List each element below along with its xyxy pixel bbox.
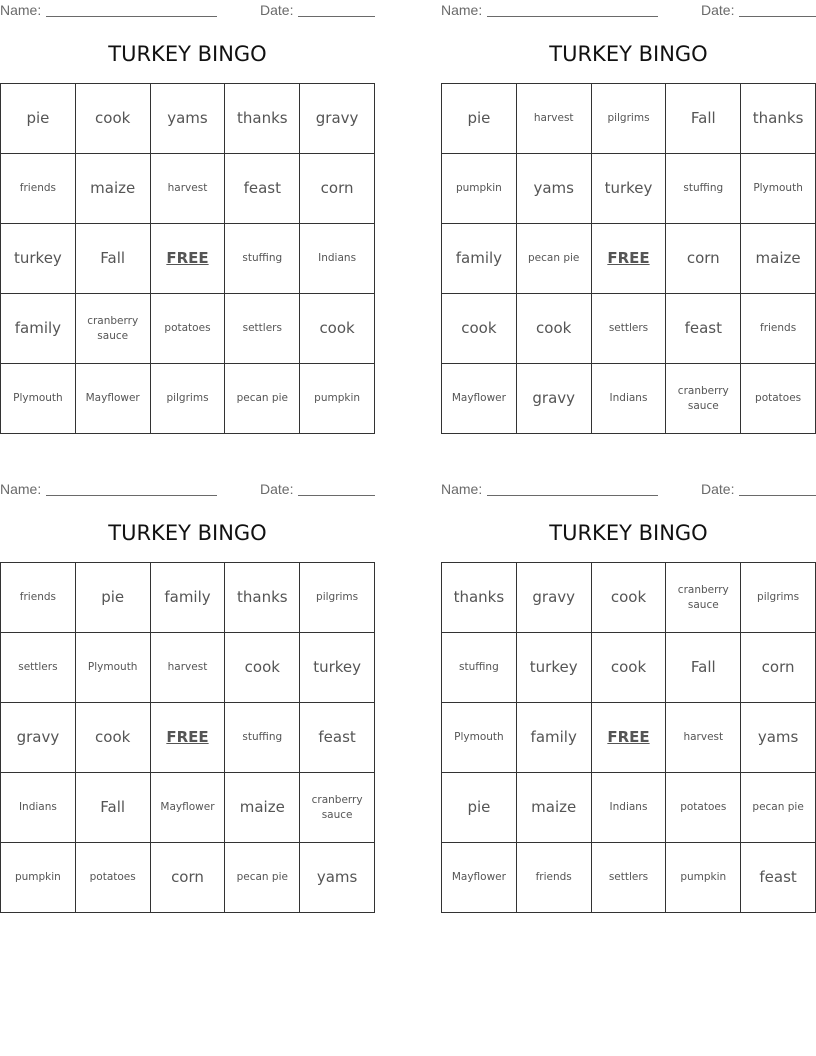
bingo-card — [0, 479, 375, 913]
bingo-card — [0, 0, 375, 434]
bingo-cell: Plymouth — [741, 154, 816, 224]
bingo-cell: thanks — [442, 563, 517, 633]
bingo-cell: Fall — [76, 773, 151, 843]
card-header — [0, 481, 375, 499]
bingo-cell: cranberry sauce — [666, 364, 741, 434]
bingo-cell: pie — [76, 563, 151, 633]
bingo-cell: friends — [1, 563, 76, 633]
bingo-cell: settlers — [592, 843, 667, 913]
bingo-grid — [441, 83, 816, 434]
bingo-cell: pilgrims — [300, 563, 375, 633]
bingo-cell: potatoes — [76, 843, 151, 913]
bingo-cell: Indians — [1, 773, 76, 843]
bingo-cell: harvest — [666, 703, 741, 773]
bingo-cell: pilgrims — [741, 563, 816, 633]
bingo-cell: potatoes — [741, 364, 816, 434]
bingo-cell: turkey — [592, 154, 667, 224]
bingo-cell: friends — [517, 843, 592, 913]
bingo-cell: cook — [225, 633, 300, 703]
card-title: TURKEY BINGO — [549, 521, 708, 545]
date-blank-line — [739, 16, 816, 17]
bingo-grid — [0, 83, 375, 434]
bingo-cell: yams — [517, 154, 592, 224]
bingo-cell: Indians — [592, 773, 667, 843]
bingo-cell: settlers — [225, 294, 300, 364]
bingo-cell: pie — [1, 84, 76, 154]
date-label: Date: — [260, 2, 294, 18]
bingo-cell: stuffing — [225, 224, 300, 294]
bingo-cell: family — [1, 294, 76, 364]
bingo-cell: harvest — [151, 154, 226, 224]
bingo-cell: potatoes — [151, 294, 226, 364]
name-blank-line — [46, 16, 217, 17]
card-title: TURKEY BINGO — [108, 42, 267, 66]
date-blank-line — [739, 495, 816, 496]
bingo-cell: potatoes — [666, 773, 741, 843]
bingo-cell: pecan pie — [517, 224, 592, 294]
bingo-cell: turkey — [1, 224, 76, 294]
bingo-cell: cranberry sauce — [76, 294, 151, 364]
bingo-cell: Indians — [300, 224, 375, 294]
bingo-cell: pecan pie — [225, 843, 300, 913]
bingo-grid — [441, 562, 816, 913]
bingo-cell: family — [517, 703, 592, 773]
bingo-cell: settlers — [1, 633, 76, 703]
name-blank-line — [487, 495, 658, 496]
bingo-cell: cook — [592, 563, 667, 633]
bingo-cell: gravy — [300, 84, 375, 154]
bingo-cell: gravy — [517, 563, 592, 633]
bingo-cell: Fall — [666, 633, 741, 703]
bingo-cell: family — [442, 224, 517, 294]
bingo-cell: Plymouth — [1, 364, 76, 434]
card-title: TURKEY BINGO — [108, 521, 267, 545]
bingo-cell: Mayflower — [151, 773, 226, 843]
bingo-cell: maize — [225, 773, 300, 843]
bingo-cell: cook — [592, 633, 667, 703]
name-blank-line — [487, 16, 658, 17]
bingo-cell: Mayflower — [442, 364, 517, 434]
name-label: Name: — [0, 2, 42, 18]
bingo-cell: Plymouth — [76, 633, 151, 703]
bingo-cell: feast — [300, 703, 375, 773]
bingo-cell: pumpkin — [442, 154, 517, 224]
bingo-cell: Fall — [76, 224, 151, 294]
bingo-cell: thanks — [225, 84, 300, 154]
bingo-cell: stuffing — [666, 154, 741, 224]
bingo-card — [441, 0, 816, 434]
bingo-cell: turkey — [517, 633, 592, 703]
bingo-cell: corn — [666, 224, 741, 294]
bingo-cell: Plymouth — [442, 703, 517, 773]
bingo-cell: harvest — [151, 633, 226, 703]
bingo-cell: cook — [442, 294, 517, 364]
bingo-cell: corn — [741, 633, 816, 703]
bingo-cell: feast — [666, 294, 741, 364]
card-title: TURKEY BINGO — [549, 42, 708, 66]
free-space-cell: FREE — [592, 224, 667, 294]
bingo-card — [441, 479, 816, 913]
name-blank-line — [46, 495, 217, 496]
bingo-cell: pecan pie — [225, 364, 300, 434]
bingo-cell: pilgrims — [151, 364, 226, 434]
card-header — [0, 2, 375, 20]
bingo-cell: feast — [225, 154, 300, 224]
date-blank-line — [298, 495, 375, 496]
bingo-cell: cook — [517, 294, 592, 364]
bingo-cell: corn — [300, 154, 375, 224]
date-blank-line — [298, 16, 375, 17]
bingo-cell: gravy — [517, 364, 592, 434]
bingo-cell: Fall — [666, 84, 741, 154]
bingo-cell: thanks — [225, 563, 300, 633]
bingo-cell: turkey — [300, 633, 375, 703]
bingo-cell: cook — [76, 84, 151, 154]
date-label: Date: — [701, 481, 735, 497]
bingo-cell: maize — [741, 224, 816, 294]
bingo-cell: Mayflower — [442, 843, 517, 913]
card-header — [441, 481, 816, 499]
bingo-cell: harvest — [517, 84, 592, 154]
bingo-cell: pilgrims — [592, 84, 667, 154]
bingo-cell: cranberry sauce — [666, 563, 741, 633]
card-header — [441, 2, 816, 20]
bingo-cell: pumpkin — [1, 843, 76, 913]
bingo-cell: pecan pie — [741, 773, 816, 843]
bingo-cell: maize — [517, 773, 592, 843]
bingo-cell: cranberry sauce — [300, 773, 375, 843]
bingo-cell: Indians — [592, 364, 667, 434]
free-space-cell: FREE — [151, 703, 226, 773]
bingo-cell: pie — [442, 773, 517, 843]
bingo-cell: feast — [741, 843, 816, 913]
name-label: Name: — [0, 481, 42, 497]
bingo-cell: stuffing — [442, 633, 517, 703]
name-label: Name: — [441, 2, 483, 18]
name-label: Name: — [441, 481, 483, 497]
bingo-cell: cook — [76, 703, 151, 773]
bingo-cell: gravy — [1, 703, 76, 773]
bingo-cell: pie — [442, 84, 517, 154]
bingo-cell: stuffing — [225, 703, 300, 773]
bingo-grid — [0, 562, 375, 913]
bingo-cell: friends — [741, 294, 816, 364]
bingo-cell: pumpkin — [666, 843, 741, 913]
bingo-cell: yams — [300, 843, 375, 913]
bingo-cell: family — [151, 563, 226, 633]
bingo-cell: thanks — [741, 84, 816, 154]
bingo-cell: maize — [76, 154, 151, 224]
bingo-cell: settlers — [592, 294, 667, 364]
date-label: Date: — [260, 481, 294, 497]
bingo-cell: yams — [151, 84, 226, 154]
free-space-cell: FREE — [592, 703, 667, 773]
bingo-cell: yams — [741, 703, 816, 773]
bingo-cell: corn — [151, 843, 226, 913]
bingo-cell: Mayflower — [76, 364, 151, 434]
free-space-cell: FREE — [151, 224, 226, 294]
bingo-cell: pumpkin — [300, 364, 375, 434]
date-label: Date: — [701, 2, 735, 18]
bingo-cell: cook — [300, 294, 375, 364]
bingo-cell: friends — [1, 154, 76, 224]
